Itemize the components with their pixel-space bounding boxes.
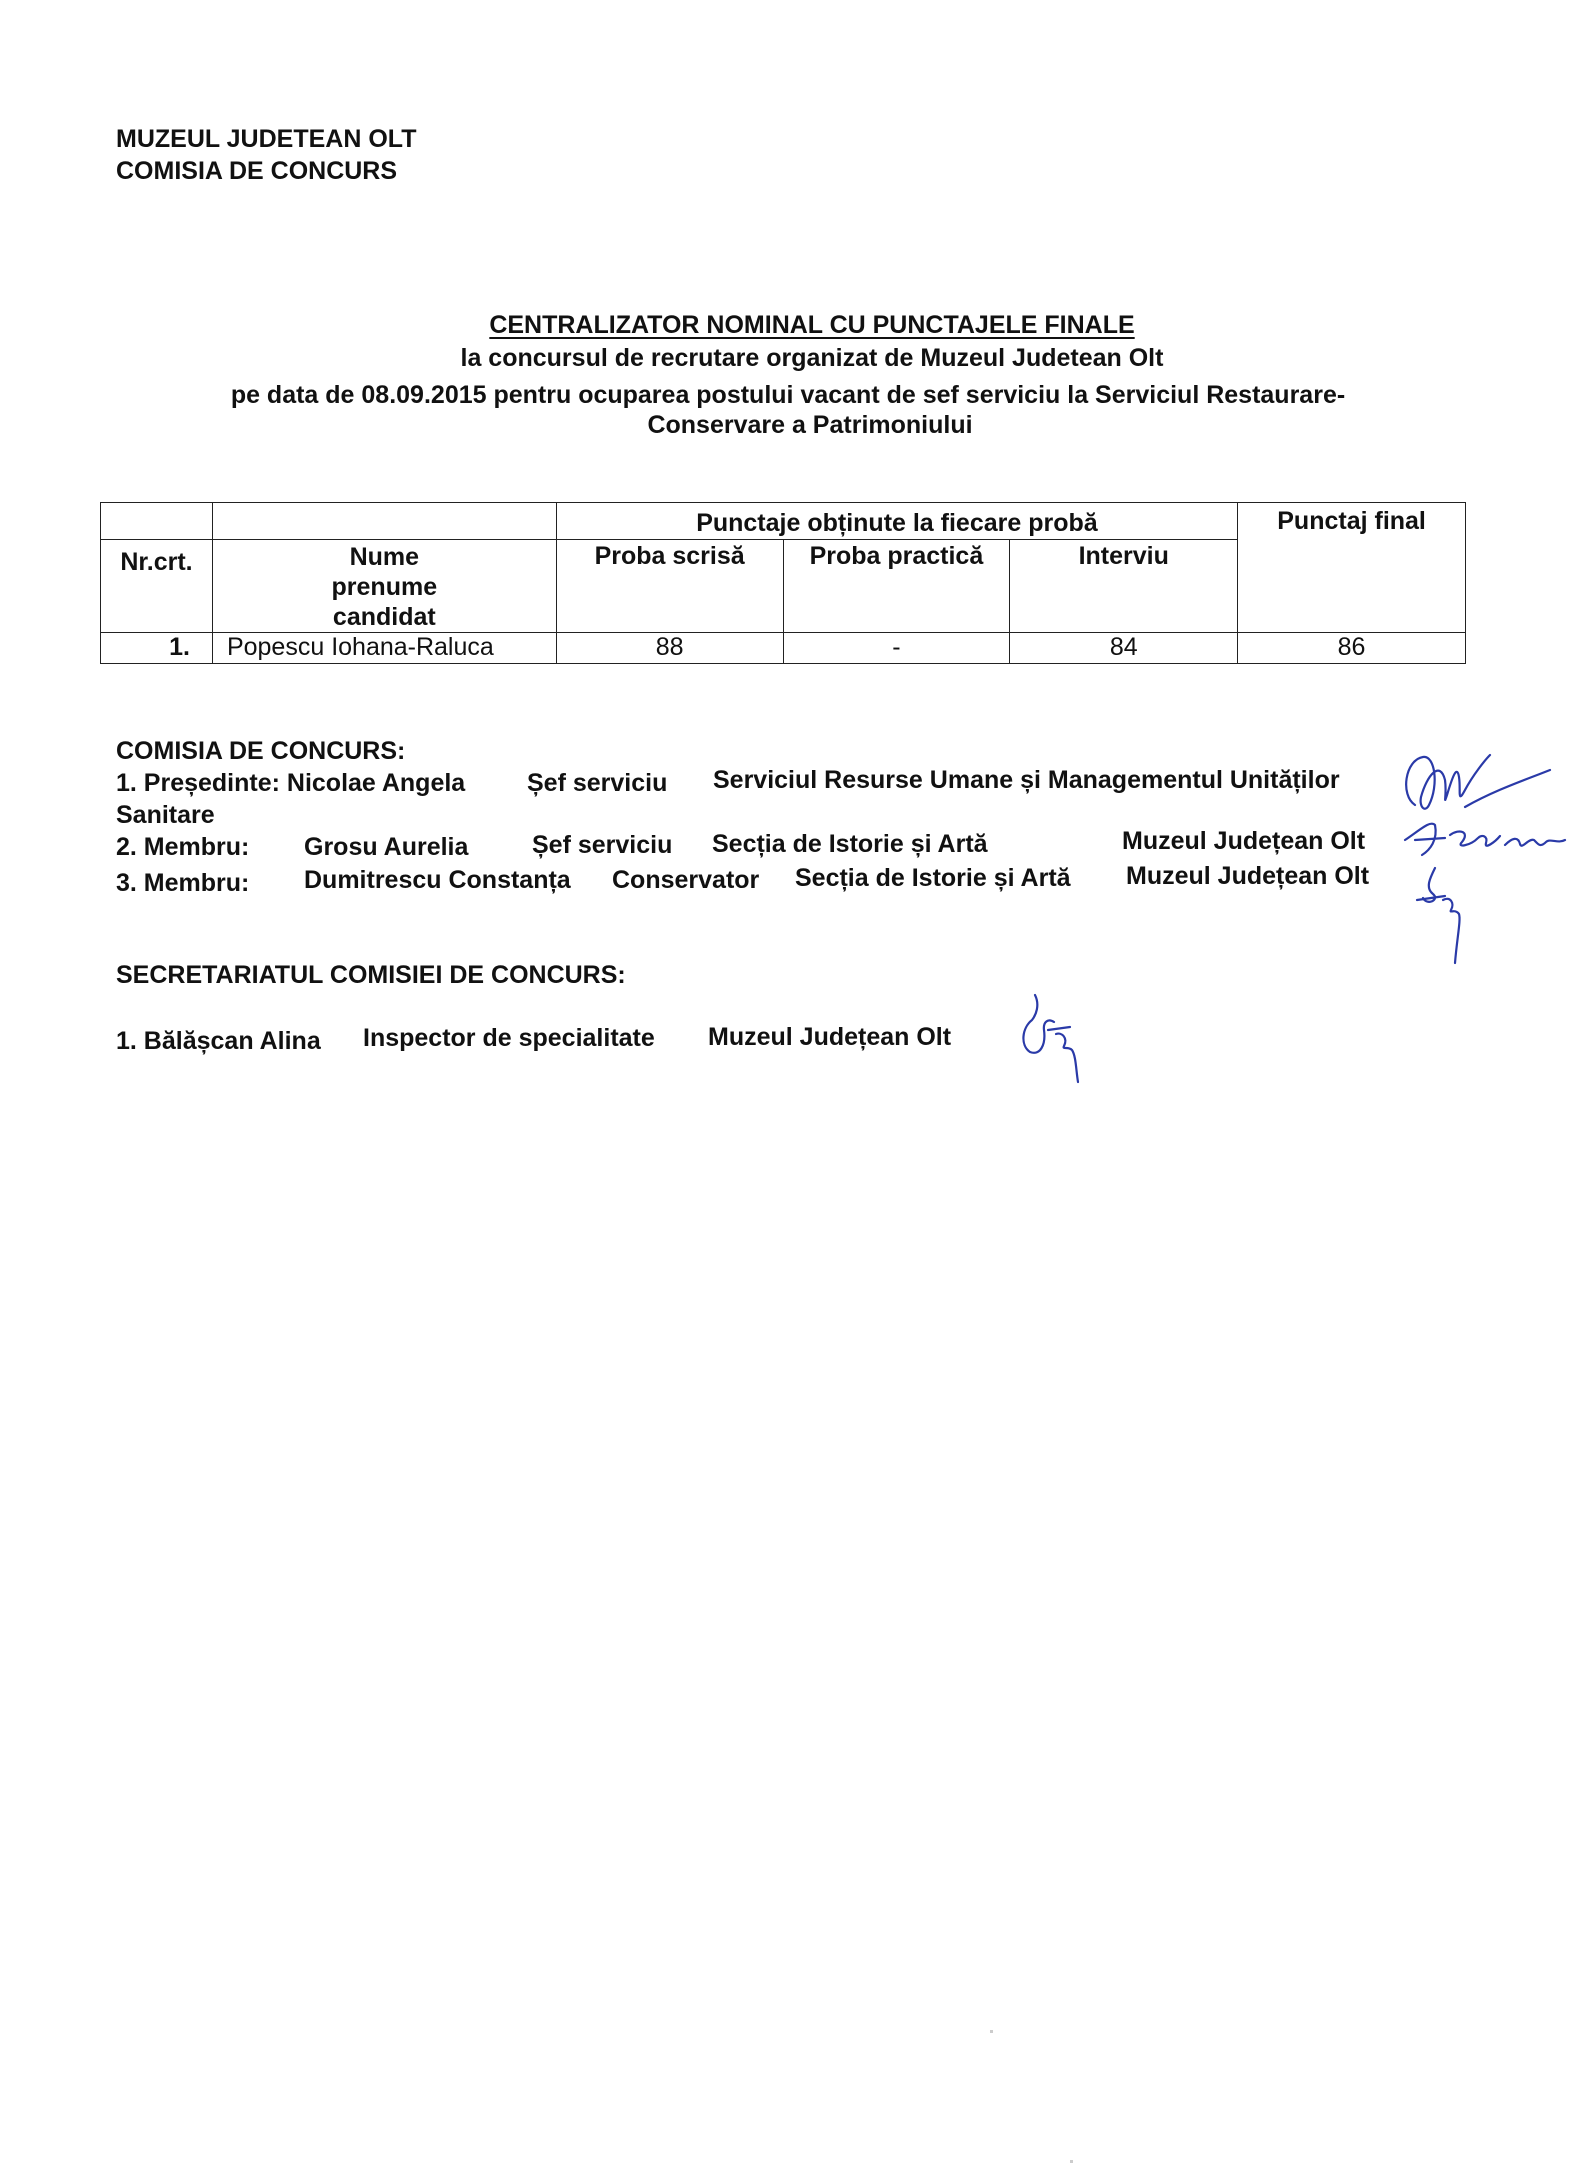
signature-secretary [1010,990,1100,1090]
member-1-role: 1. Președinte: Nicolae Angela [116,769,466,797]
member-3-position: Conservator [612,866,760,894]
document-title-text: CENTRALIZATOR NOMINAL CU PUNCTAJELE FINALE [489,311,1135,339]
secretariat-heading: SECRETARIATUL COMISIEI DE CONCURS: [116,961,626,989]
signature-member-3 [1405,858,1475,973]
member-3-department: Secția de Istorie și Artă [795,864,1071,892]
institution-name: MUZEUL JUDETEAN OLT [116,125,417,153]
header-name [212,540,556,633]
member-2-institution: Muzeul Județean Olt [1122,827,1366,855]
secretary-1-institution: Muzeul Județean Olt [708,1023,952,1051]
member-1-department-cont: Sanitare [116,801,215,829]
member-3-role: 3. Membru: [116,869,250,897]
commission-name: COMISIA DE CONCURS [116,157,398,185]
header-practical: Proba practică [783,540,1010,633]
commission-heading: COMISIA DE CONCURS: [116,737,406,765]
header-name-text: Nume prenume candidat [331,543,438,631]
title-line-2: la concursul de recrutare organizat de Muzeul Judetean Olt [460,344,1164,372]
header-empty-nr [101,503,213,540]
header-scores-group: Punctaje obținute la fiecare probă [556,503,1237,540]
row-nr: 1. [101,633,213,664]
secretary-1-position: Inspector de specialitate [363,1024,655,1052]
row-candidate-name: Popescu Iohana-Raluca [212,633,556,664]
member-3-name: Dumitrescu Constanța [304,866,571,894]
title-line-4: Conservare a Patrimoniului [647,411,973,439]
title-line-3: pe data de 08.09.2015 pentru ocuparea postului vacant de sef serviciu la Serviciul Restaurare- [230,381,1346,409]
header-final-score: Punctaj final [1238,503,1466,633]
member-2-role: 2. Membru: [116,833,250,861]
document-title [22,311,1580,340]
table-row [101,633,1466,664]
scan-speck [1070,2160,1073,2163]
member-3-institution: Muzeul Județean Olt [1126,862,1370,890]
table-header-row-1 [101,503,1466,540]
scores-table [100,502,1466,664]
member-2-name: Grosu Aurelia [304,833,469,861]
member-2-position: Șef serviciu [532,831,673,859]
member-2-department: Secția de Istorie și Artă [712,830,988,858]
header-written: Proba scrisă [556,540,783,633]
member-1-position: Șef serviciu [527,769,668,797]
row-practical-score: - [783,633,1010,664]
row-interview-score: 84 [1010,633,1238,664]
row-final-score: 86 [1238,633,1466,664]
header-nr: Nr.crt. [101,540,213,633]
header-empty-name [212,503,556,540]
scan-speck [990,2030,993,2033]
member-1-department: Serviciul Resurse Umane și Managementul Unităților [713,766,1340,794]
row-written-score: 88 [556,633,783,664]
secretary-1-name: 1. Bălășcan Alina [116,1027,321,1055]
header-interview: Interviu [1010,540,1238,633]
